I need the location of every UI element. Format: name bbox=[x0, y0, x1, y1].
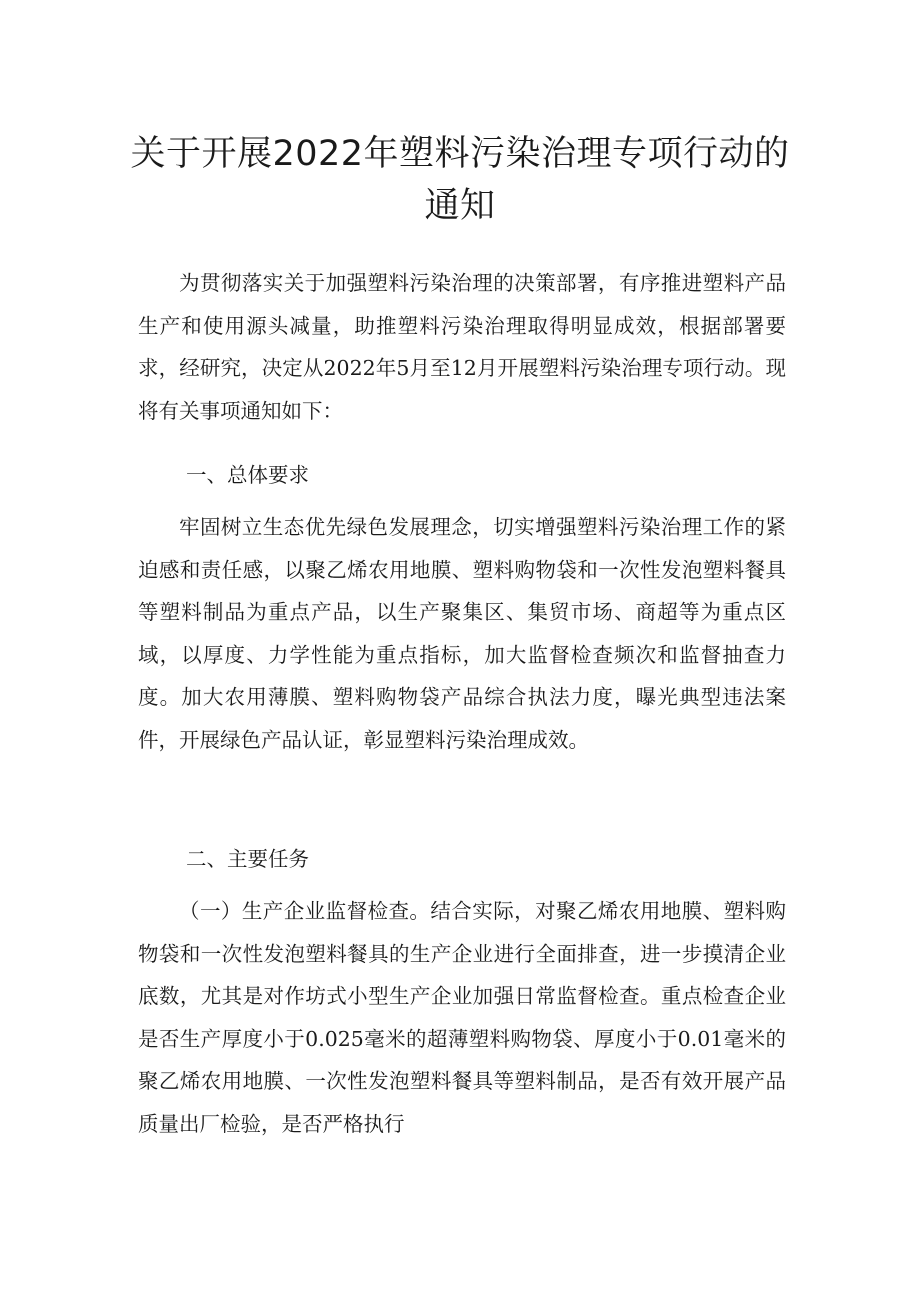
section-paragraph-general-requirements: 牢固树立生态优先绿色发展理念，切实增强塑料污染治理工作的紧迫感和责任感，以聚乙烯农用地膜、塑料购物袋和一次性发泡塑料餐具等塑料制品为重点产品，以生产聚集区、集贸市场、商超等为重点区域，以厚度、力学性能为重点指标，加大监督检查频次和监督抽查力度。加大农用薄膜、塑料购物袋产品综合执法力度，曝光典型违法案件，开展绿色产品认证，彰显塑料污染治理成效。 bbox=[138, 515, 786, 752]
document-title: 关于开展2022年塑料污染治理专项行动的通知 bbox=[130, 134, 790, 226]
section-paragraph-main-tasks: （一）生产企业监督检查。结合实际，对聚乙烯农用地膜、塑料购物袋和一次性发泡塑料餐具的生产企业进行全面排查，进一步摸清企业底数，尤其是对作坊式小型生产企业加强日常监督检查。重点检查企业是否生产厚度小于0.025毫米的超薄塑料购物袋、厚度小于0.01毫米的聚乙烯农用地膜、一次性发泡塑料餐具等塑料制品，是否有效开展产品质量出厂检验，是否严格执行 bbox=[138, 899, 786, 1136]
intro-paragraph: 为贯彻落实关于加强塑料污染治理的决策部署，有序推进塑料产品生产和使用源头减量，助推塑料污染治理取得明显成效，根据部署要求，经研究，决定从2022年5月至12月开展塑料污染治理专项行动。现将有关事项通知如下： bbox=[138, 271, 786, 423]
section-heading-main-tasks: 二、主要任务 bbox=[186, 847, 309, 871]
section-heading-general-requirements: 一、总体要求 bbox=[186, 463, 309, 487]
